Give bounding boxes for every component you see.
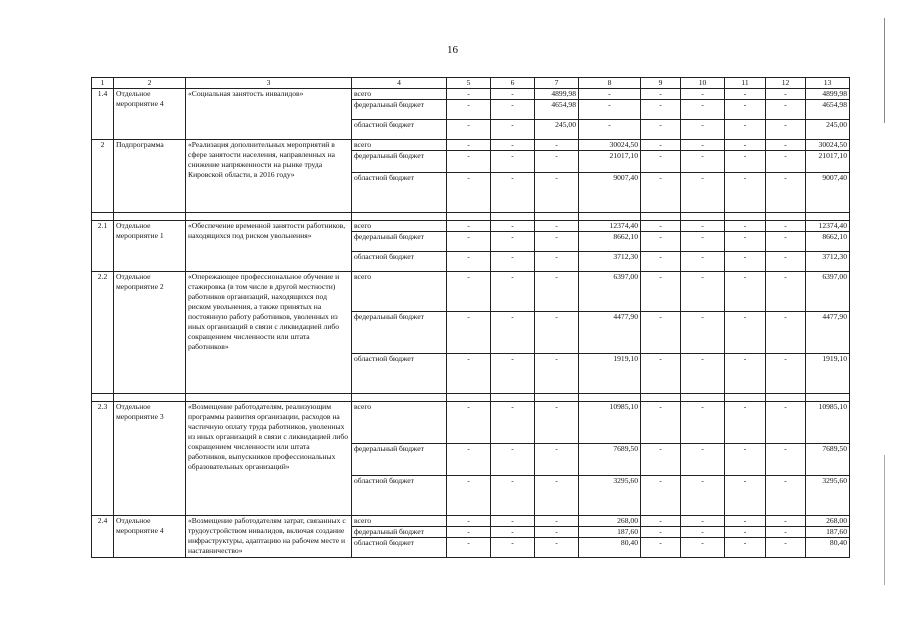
section-name: «Возмещение работодателям, реализующим программы развития организации, расходов на частичную оплату труда работников, уволенных из иных организаций в связи с ликвидацией либо сокращением численности или штата работников, выпускников профессиональных образовательных организаций» bbox=[186, 402, 352, 516]
section-name: «Возмещение работодателям затрат, связанных с трудоустройством инвалидов, включая создание инфраструктуры, адаптацию на рабочем месте и наставничество» bbox=[186, 516, 352, 558]
funding-source: всего bbox=[352, 402, 447, 444]
header-cell: 1 bbox=[92, 78, 114, 89]
cell-c9: - bbox=[641, 476, 681, 516]
cell-c13: 187,60 bbox=[806, 527, 850, 538]
cell-c11: - bbox=[725, 354, 766, 394]
section-number: 2.3 bbox=[92, 402, 114, 516]
cell-c9: - bbox=[641, 140, 681, 151]
cell-c13: 21017,10 bbox=[806, 151, 850, 173]
funding-source: областной бюджет bbox=[352, 120, 447, 140]
cell-c10: - bbox=[681, 476, 725, 516]
funding-source: федеральный бюджет bbox=[352, 312, 447, 354]
cell-c5: - bbox=[447, 173, 491, 213]
section-name: «Обеспечение временной занятости работников, находящихся под риском увольнения» bbox=[186, 221, 352, 272]
spacer-cell bbox=[806, 394, 850, 402]
scan-edge-line-lower bbox=[884, 455, 885, 585]
header-cell: 5 bbox=[447, 78, 491, 89]
cell-c7: - bbox=[535, 527, 579, 538]
table-row bbox=[92, 272, 850, 312]
scan-edge-line bbox=[884, 18, 885, 123]
spacer-cell bbox=[806, 213, 850, 221]
cell-c6: - bbox=[491, 252, 535, 272]
cell-c12: - bbox=[766, 120, 806, 140]
cell-c13: 4899,98 bbox=[806, 89, 850, 100]
cell-c11: - bbox=[725, 312, 766, 354]
cell-c7: - bbox=[535, 516, 579, 527]
spacer-cell bbox=[766, 394, 806, 402]
cell-c6: - bbox=[491, 476, 535, 516]
header-cell: 12 bbox=[766, 78, 806, 89]
cell-c12: - bbox=[766, 476, 806, 516]
cell-c11: - bbox=[725, 173, 766, 213]
cell-c12: - bbox=[766, 538, 806, 558]
cell-c7: - bbox=[535, 354, 579, 394]
cell-c12: - bbox=[766, 272, 806, 312]
cell-c8: 9007,40 bbox=[579, 173, 641, 213]
header-cell: 6 bbox=[491, 78, 535, 89]
funding-source: областной бюджет bbox=[352, 354, 447, 394]
cell-c7: 4654,98 bbox=[535, 100, 579, 120]
cell-c11: - bbox=[725, 516, 766, 527]
section-name: «Реализация дополнительных мероприятий в сфере занятости населения, направленных на снижение напряженности на рынке труда Кировской области, в 2016 году» bbox=[186, 140, 352, 213]
cell-c10: - bbox=[681, 272, 725, 312]
cell-c12: - bbox=[766, 140, 806, 151]
cell-c13: 3712,30 bbox=[806, 252, 850, 272]
funding-source: всего bbox=[352, 516, 447, 527]
cell-c7: 4899,98 bbox=[535, 89, 579, 100]
cell-c8: 8662,10 bbox=[579, 232, 641, 252]
spacer-cell bbox=[114, 394, 186, 402]
cell-c8: 10985,10 bbox=[579, 402, 641, 444]
cell-c5: - bbox=[447, 221, 491, 232]
cell-c12: - bbox=[766, 402, 806, 444]
cell-c6: - bbox=[491, 312, 535, 354]
spacer-cell bbox=[352, 394, 447, 402]
spacer-cell bbox=[641, 394, 681, 402]
cell-c6: - bbox=[491, 402, 535, 444]
cell-c6: - bbox=[491, 100, 535, 120]
cell-c8: 80,40 bbox=[579, 538, 641, 558]
cell-c12: - bbox=[766, 252, 806, 272]
cell-c13: 3295,60 bbox=[806, 476, 850, 516]
cell-c7: - bbox=[535, 538, 579, 558]
cell-c5: - bbox=[447, 538, 491, 558]
cell-c13: 7689,50 bbox=[806, 444, 850, 476]
cell-c10: - bbox=[681, 221, 725, 232]
section-number: 1.4 bbox=[92, 89, 114, 140]
cell-c11: - bbox=[725, 538, 766, 558]
cell-c6: - bbox=[491, 444, 535, 476]
cell-c8: 3295,60 bbox=[579, 476, 641, 516]
spacer-cell bbox=[447, 394, 491, 402]
cell-c6: - bbox=[491, 173, 535, 213]
cell-c7: - bbox=[535, 151, 579, 173]
cell-c7: - bbox=[535, 221, 579, 232]
cell-c9: - bbox=[641, 120, 681, 140]
cell-c7: - bbox=[535, 232, 579, 252]
table-row bbox=[92, 221, 850, 232]
cell-c13: 8662,10 bbox=[806, 232, 850, 252]
section-type: Отдельное мероприятие 2 bbox=[114, 272, 186, 394]
cell-c8: 1919,10 bbox=[579, 354, 641, 394]
cell-c8: 30024,50 bbox=[579, 140, 641, 151]
cell-c8: 12374,40 bbox=[579, 221, 641, 232]
cell-c5: - bbox=[447, 402, 491, 444]
cell-c6: - bbox=[491, 516, 535, 527]
cell-c7: - bbox=[535, 140, 579, 151]
cell-c12: - bbox=[766, 516, 806, 527]
cell-c10: - bbox=[681, 140, 725, 151]
header-cell: 9 bbox=[641, 78, 681, 89]
cell-c9: - bbox=[641, 444, 681, 476]
spacer-cell bbox=[725, 213, 766, 221]
cell-c5: - bbox=[447, 444, 491, 476]
spacer-cell bbox=[535, 394, 579, 402]
cell-c5: - bbox=[447, 252, 491, 272]
cell-c12: - bbox=[766, 221, 806, 232]
cell-c9: - bbox=[641, 527, 681, 538]
cell-c13: 4654,98 bbox=[806, 100, 850, 120]
funding-source: федеральный бюджет bbox=[352, 527, 447, 538]
cell-c12: - bbox=[766, 100, 806, 120]
cell-c11: - bbox=[725, 89, 766, 100]
cell-c5: - bbox=[447, 272, 491, 312]
cell-c13: 268,00 bbox=[806, 516, 850, 527]
spacer-cell bbox=[186, 213, 352, 221]
cell-c8: 4477,90 bbox=[579, 312, 641, 354]
spacer-cell bbox=[92, 394, 114, 402]
cell-c10: - bbox=[681, 232, 725, 252]
header-cell: 2 bbox=[114, 78, 186, 89]
cell-c9: - bbox=[641, 221, 681, 232]
spacer-cell bbox=[186, 394, 352, 402]
cell-c6: - bbox=[491, 272, 535, 312]
cell-c13: 9007,40 bbox=[806, 173, 850, 213]
cell-c11: - bbox=[725, 221, 766, 232]
cell-c9: - bbox=[641, 151, 681, 173]
cell-c8: - bbox=[579, 89, 641, 100]
cell-c6: - bbox=[491, 89, 535, 100]
cell-c9: - bbox=[641, 100, 681, 120]
cell-c9: - bbox=[641, 252, 681, 272]
cell-c11: - bbox=[725, 527, 766, 538]
cell-c5: - bbox=[447, 476, 491, 516]
funding-source: областной бюджет bbox=[352, 252, 447, 272]
header-row bbox=[92, 78, 850, 89]
section-type: Отдельное мероприятие 4 bbox=[114, 89, 186, 140]
page-number: 16 bbox=[447, 44, 458, 56]
cell-c5: - bbox=[447, 516, 491, 527]
spacer-cell bbox=[725, 394, 766, 402]
spacer-cell bbox=[114, 213, 186, 221]
funding-source: областной бюджет bbox=[352, 476, 447, 516]
cell-c9: - bbox=[641, 516, 681, 527]
spacer-cell bbox=[352, 213, 447, 221]
header-cell: 3 bbox=[186, 78, 352, 89]
funding-source: областной бюджет bbox=[352, 538, 447, 558]
cell-c7: - bbox=[535, 476, 579, 516]
cell-c8: 6397,00 bbox=[579, 272, 641, 312]
cell-c8: 3712,30 bbox=[579, 252, 641, 272]
cell-c8: 268,00 bbox=[579, 516, 641, 527]
cell-c13: 10985,10 bbox=[806, 402, 850, 444]
cell-c13: 4477,90 bbox=[806, 312, 850, 354]
section-type: Отдельное мероприятие 4 bbox=[114, 516, 186, 558]
cell-c10: - bbox=[681, 312, 725, 354]
cell-c7: - bbox=[535, 444, 579, 476]
spacer-cell bbox=[447, 213, 491, 221]
budget-table bbox=[91, 77, 850, 558]
section-number: 2 bbox=[92, 140, 114, 213]
cell-c10: - bbox=[681, 151, 725, 173]
cell-c10: - bbox=[681, 100, 725, 120]
cell-c13: 245,00 bbox=[806, 120, 850, 140]
cell-c8: 187,60 bbox=[579, 527, 641, 538]
cell-c10: - bbox=[681, 173, 725, 213]
spacer-cell bbox=[681, 213, 725, 221]
cell-c11: - bbox=[725, 151, 766, 173]
cell-c10: - bbox=[681, 252, 725, 272]
cell-c13: 12374,40 bbox=[806, 221, 850, 232]
cell-c9: - bbox=[641, 538, 681, 558]
cell-c5: - bbox=[447, 354, 491, 394]
cell-c6: - bbox=[491, 221, 535, 232]
cell-c11: - bbox=[725, 272, 766, 312]
cell-c11: - bbox=[725, 476, 766, 516]
cell-c7: - bbox=[535, 252, 579, 272]
header-cell: 13 bbox=[806, 78, 850, 89]
cell-c11: - bbox=[725, 120, 766, 140]
cell-c10: - bbox=[681, 538, 725, 558]
funding-source: федеральный бюджет bbox=[352, 100, 447, 120]
section-type: Подпрограмма bbox=[114, 140, 186, 213]
cell-c10: - bbox=[681, 527, 725, 538]
cell-c8: - bbox=[579, 120, 641, 140]
funding-source: всего bbox=[352, 140, 447, 151]
section-number: 2.2 bbox=[92, 272, 114, 394]
section-type: Отдельное мероприятие 3 bbox=[114, 402, 186, 516]
cell-c5: - bbox=[447, 312, 491, 354]
cell-c5: - bbox=[447, 232, 491, 252]
spacer-row bbox=[92, 213, 850, 221]
cell-c9: - bbox=[641, 272, 681, 312]
spacer-cell bbox=[579, 394, 641, 402]
table-row bbox=[92, 402, 850, 444]
header-cell: 10 bbox=[681, 78, 725, 89]
cell-c7: 245,00 bbox=[535, 120, 579, 140]
spacer-cell bbox=[92, 213, 114, 221]
header-cell: 8 bbox=[579, 78, 641, 89]
funding-source: федеральный бюджет bbox=[352, 444, 447, 476]
cell-c7: - bbox=[535, 272, 579, 312]
cell-c9: - bbox=[641, 232, 681, 252]
spacer-cell bbox=[491, 394, 535, 402]
cell-c5: - bbox=[447, 151, 491, 173]
cell-c6: - bbox=[491, 140, 535, 151]
cell-c13: 80,40 bbox=[806, 538, 850, 558]
table-row bbox=[92, 89, 850, 100]
cell-c9: - bbox=[641, 173, 681, 213]
cell-c9: - bbox=[641, 89, 681, 100]
spacer-row bbox=[92, 394, 850, 402]
cell-c5: - bbox=[447, 140, 491, 151]
cell-c8: 21017,10 bbox=[579, 151, 641, 173]
cell-c5: - bbox=[447, 120, 491, 140]
funding-source: всего bbox=[352, 272, 447, 312]
header-cell: 11 bbox=[725, 78, 766, 89]
cell-c10: - bbox=[681, 444, 725, 476]
cell-c6: - bbox=[491, 354, 535, 394]
cell-c5: - bbox=[447, 89, 491, 100]
cell-c11: - bbox=[725, 252, 766, 272]
cell-c12: - bbox=[766, 527, 806, 538]
cell-c13: 6397,00 bbox=[806, 272, 850, 312]
cell-c12: - bbox=[766, 354, 806, 394]
cell-c12: - bbox=[766, 89, 806, 100]
cell-c10: - bbox=[681, 354, 725, 394]
cell-c7: - bbox=[535, 402, 579, 444]
table-body bbox=[92, 78, 850, 558]
funding-source: областной бюджет bbox=[352, 173, 447, 213]
spacer-cell bbox=[491, 213, 535, 221]
cell-c12: - bbox=[766, 312, 806, 354]
section-number: 2.4 bbox=[92, 516, 114, 558]
cell-c10: - bbox=[681, 402, 725, 444]
spacer-cell bbox=[766, 213, 806, 221]
table-row bbox=[92, 516, 850, 527]
section-type: Отдельное мероприятие 1 bbox=[114, 221, 186, 272]
funding-source: федеральный бюджет bbox=[352, 232, 447, 252]
cell-c11: - bbox=[725, 402, 766, 444]
cell-c8: - bbox=[579, 100, 641, 120]
cell-c6: - bbox=[491, 527, 535, 538]
cell-c6: - bbox=[491, 232, 535, 252]
cell-c12: - bbox=[766, 444, 806, 476]
spacer-cell bbox=[681, 394, 725, 402]
cell-c11: - bbox=[725, 140, 766, 151]
cell-c6: - bbox=[491, 120, 535, 140]
cell-c12: - bbox=[766, 173, 806, 213]
cell-c7: - bbox=[535, 173, 579, 213]
cell-c12: - bbox=[766, 151, 806, 173]
cell-c13: 1919,10 bbox=[806, 354, 850, 394]
cell-c12: - bbox=[766, 232, 806, 252]
section-number: 2.1 bbox=[92, 221, 114, 272]
funding-source: всего bbox=[352, 89, 447, 100]
cell-c13: 30024,50 bbox=[806, 140, 850, 151]
cell-c10: - bbox=[681, 89, 725, 100]
cell-c9: - bbox=[641, 402, 681, 444]
table-row bbox=[92, 140, 850, 151]
cell-c11: - bbox=[725, 444, 766, 476]
cell-c9: - bbox=[641, 354, 681, 394]
section-name: «Опережающее профессиональное обучение и стажировка (в том числе в другой местности) работников организаций, находящихся под риском увольнения, а также принятых на постоянную работу работников, уволенных из иных организаций в связи с ликвидацией либо сокращением численности или штата работников» bbox=[186, 272, 352, 394]
spacer-cell bbox=[641, 213, 681, 221]
section-name: «Социальная занятость инвалидов» bbox=[186, 89, 352, 140]
header-cell: 4 bbox=[352, 78, 447, 89]
cell-c10: - bbox=[681, 120, 725, 140]
cell-c9: - bbox=[641, 312, 681, 354]
spacer-cell bbox=[579, 213, 641, 221]
cell-c6: - bbox=[491, 151, 535, 173]
spacer-cell bbox=[535, 213, 579, 221]
cell-c8: 7689,50 bbox=[579, 444, 641, 476]
funding-source: всего bbox=[352, 221, 447, 232]
cell-c10: - bbox=[681, 516, 725, 527]
funding-source: федеральный бюджет bbox=[352, 151, 447, 173]
cell-c5: - bbox=[447, 100, 491, 120]
cell-c11: - bbox=[725, 232, 766, 252]
cell-c6: - bbox=[491, 538, 535, 558]
cell-c5: - bbox=[447, 527, 491, 538]
cell-c7: - bbox=[535, 312, 579, 354]
header-cell: 7 bbox=[535, 78, 579, 89]
cell-c11: - bbox=[725, 100, 766, 120]
